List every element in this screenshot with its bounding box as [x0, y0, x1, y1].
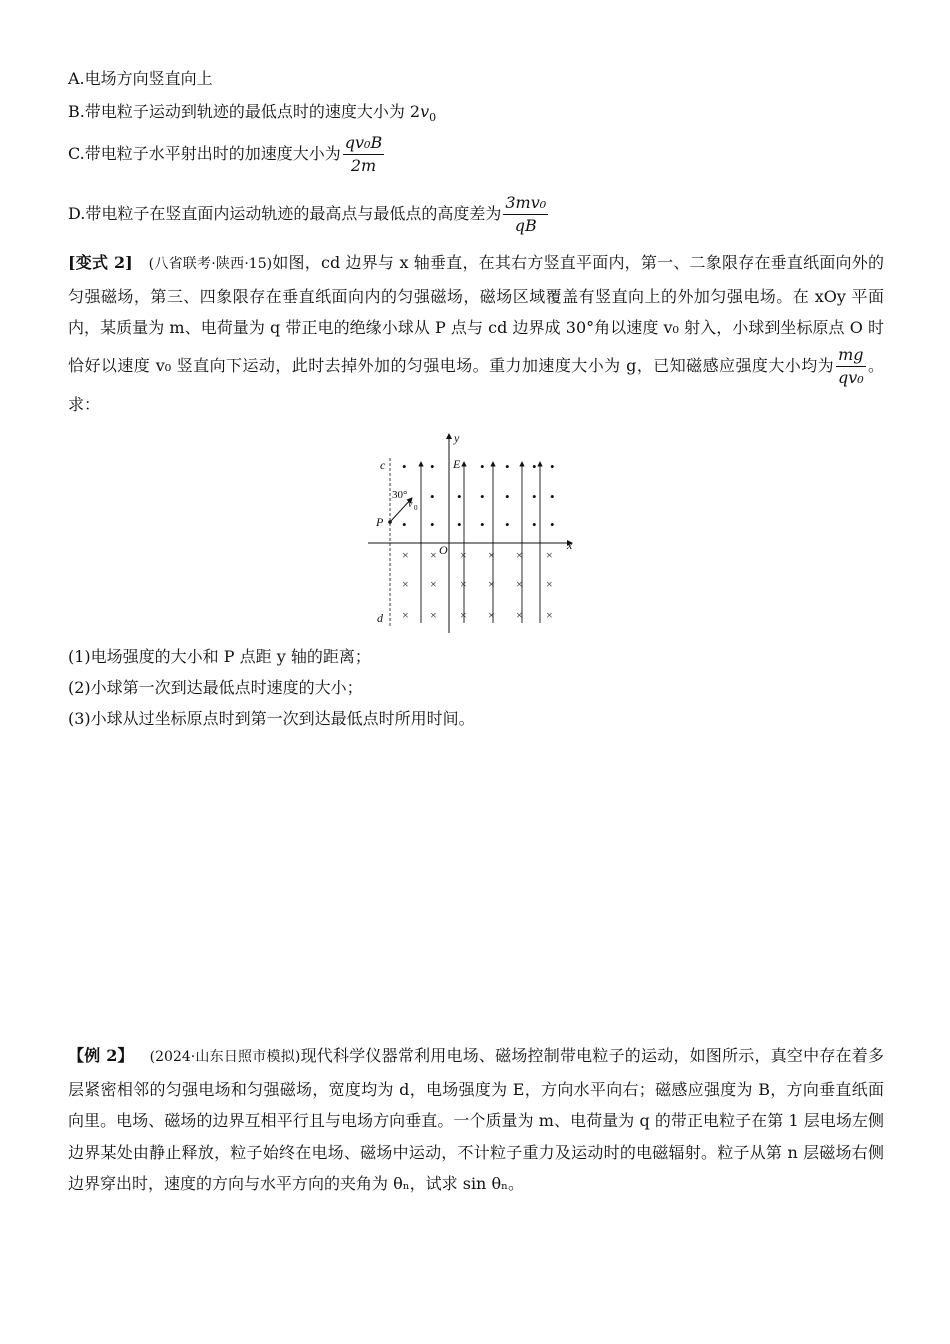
- label-p: P: [376, 515, 384, 529]
- cross: ×: [516, 548, 523, 562]
- dots-upper: [402, 459, 555, 532]
- example2-paragraph: [68, 1040, 884, 1200]
- dot: •: [480, 489, 485, 504]
- option-c: [68, 132, 386, 177]
- cross: ×: [488, 548, 495, 562]
- dot: •: [550, 489, 555, 504]
- cross: ×: [460, 548, 467, 562]
- cross: ×: [430, 577, 437, 591]
- variant2-tag: [变式 2]: [68, 253, 133, 272]
- variant2-source: (八省联考·陕西·15): [148, 256, 273, 272]
- dot: •: [505, 489, 510, 504]
- option-c-text: C.带电粒子水平射出时的加速度大小为: [68, 144, 341, 163]
- dot: •: [402, 517, 407, 532]
- example2-source: (2024·山东日照市模拟): [149, 1049, 301, 1065]
- option-c-denominator: 2m: [350, 156, 377, 175]
- label-y: y: [454, 431, 460, 445]
- variant2-fraction-numerator: mg: [836, 344, 865, 367]
- option-b: [68, 101, 436, 129]
- point-p-dot: [388, 520, 392, 524]
- cross: ×: [488, 577, 495, 591]
- cross: ×: [546, 548, 553, 562]
- variant2-fraction: [836, 344, 865, 389]
- option-b-text: B.带电粒子运动到轨迹的最低点时的速度大小为 2: [68, 102, 421, 121]
- dot: •: [430, 489, 435, 504]
- dot: •: [430, 517, 435, 532]
- cross: ×: [402, 608, 409, 622]
- cross: ×: [516, 577, 523, 591]
- variant2-paragraph: [68, 247, 884, 420]
- cross: ×: [430, 548, 437, 562]
- option-b-sub: 0: [429, 111, 437, 125]
- question-3: (3)小球从过坐标原点时到第一次到达最低点时所用时间。: [68, 709, 475, 728]
- label-angle: 30°: [392, 489, 408, 501]
- cross: ×: [516, 608, 523, 622]
- label-v: v: [408, 499, 413, 510]
- label-o: O: [439, 543, 448, 557]
- dot: •: [480, 517, 485, 532]
- cross: ×: [546, 577, 553, 591]
- label-v-sub: 0: [414, 504, 418, 512]
- cross: ×: [460, 577, 467, 591]
- cross: ×: [488, 608, 495, 622]
- cross: ×: [546, 608, 553, 622]
- option-a: A.电场方向竖直向上: [68, 69, 213, 88]
- dot: •: [480, 459, 485, 474]
- variant2-body-1: 如图，cd 边界与 x 轴垂直，在其右方竖直平面内，第一、二象限存在垂直纸面向外的匀强磁场，第三、四象限存在垂直纸面向内的匀强磁场，磁场区域覆盖有竖直向上的外加匀强电场。在 xOy 平面内，某质量为 m、电荷量为 q 带正电的绝缘小球从 P 点与 cd 边界成 30°角以速度 v₀ 射入，小球到坐标原点 O 时恰好以速度 v₀ 竖直向下运动，此时去掉外加的匀强电场。重力加速度大小为 g，已知磁感应强度大小均为: [68, 253, 884, 375]
- cross: ×: [402, 577, 409, 591]
- dot: •: [550, 459, 555, 474]
- variant2-fraction-denominator: qv₀: [837, 367, 864, 387]
- option-b-var: v: [420, 102, 430, 121]
- dot: •: [402, 459, 407, 474]
- dot: •: [457, 517, 462, 532]
- cross: ×: [460, 608, 467, 622]
- option-c-numerator: qv₀B: [343, 132, 384, 155]
- cross: ×: [430, 608, 437, 622]
- dot: •: [550, 517, 555, 532]
- field-diagram: [360, 428, 590, 633]
- dot: •: [505, 517, 510, 532]
- dot: •: [430, 459, 435, 474]
- variant2-body-2: 。求：: [68, 355, 884, 414]
- label-e: E: [453, 457, 461, 471]
- dot: •: [532, 517, 537, 532]
- dot: •: [532, 459, 537, 474]
- dot: •: [532, 489, 537, 504]
- option-d-text: D.带电粒子在竖直面内运动轨迹的最高点与最低点的高度差为: [68, 204, 502, 223]
- option-d-fraction: [503, 192, 548, 237]
- question-2: (2)小球第一次到达最低点时速度的大小；: [68, 678, 363, 697]
- label-d: d: [377, 611, 383, 625]
- question-1: (1)电场强度的大小和 P 点距 y 轴的距离；: [68, 647, 371, 666]
- option-d-denominator: qB: [514, 216, 537, 235]
- cross: ×: [402, 548, 409, 562]
- label-c: c: [380, 458, 386, 472]
- option-c-fraction: [343, 132, 384, 177]
- option-d-numerator: 3mv₀: [503, 192, 548, 215]
- option-d: [68, 192, 550, 237]
- label-x: x: [567, 538, 573, 552]
- dot: •: [457, 489, 462, 504]
- crosses-lower: [402, 548, 553, 622]
- example2-tag: 【例 2】: [68, 1046, 134, 1065]
- dot: •: [505, 459, 510, 474]
- example2-body: 现代科学仪器常利用电场、磁场控制带电粒子的运动，如图所示，真空中存在着多层紧密相邻的匀强电场和匀强磁场，宽度均为 d，电场强度为 E，方向水平向右；磁感应强度为 B，方向垂直纸面向里。电场、磁场的边界互相平行且与电场方向垂直。一个质量为 m、电荷量为 q 的带正电粒子在第 1 层电场左侧边界某处由静止释放，粒子始终在电场、磁场中运动，不计粒子重力及运动时的电磁辐射。粒子从第 n 层磁场右侧边界穿出时，速度的方向与水平方向的夹角为 θₙ，试求 sin θₙ。: [68, 1046, 884, 1193]
